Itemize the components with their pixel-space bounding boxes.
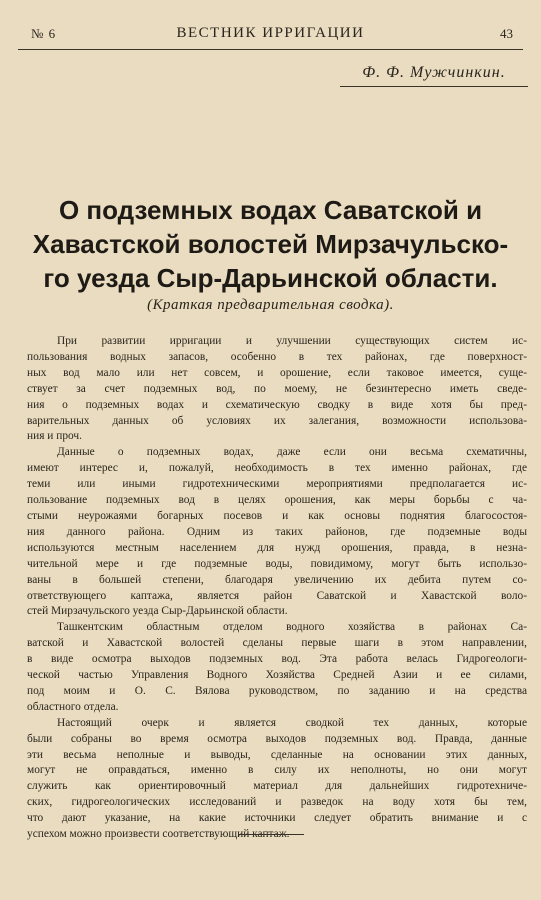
text-line: стыми неурожаями богарных посевов и как основы поднятия благосостоя- bbox=[27, 509, 527, 522]
journal-title: ВЕСТНИК ИРРИГАЦИИ bbox=[176, 25, 365, 41]
title-line: Хавастской волостей Мирзачульско- bbox=[32, 229, 509, 259]
text-line: используются местным населением для нужд орошения, правда, в незна- bbox=[27, 541, 527, 554]
text-line: областного отдела. bbox=[27, 700, 119, 713]
text-line: стей Мирзачульского уезда Сыр-Дарьинской области. bbox=[27, 605, 288, 618]
paragraph bbox=[27, 716, 527, 843]
title-line: го уезда Сыр-Дарьинской области. bbox=[43, 263, 498, 293]
paragraph bbox=[27, 620, 527, 715]
text-line: могут не оправдаться, именно в силу их неполноты, но они могут bbox=[27, 764, 527, 777]
text-line: ния о подземных водах и схематическую сводку в виде хотя бы пред- bbox=[27, 398, 527, 411]
paragraph bbox=[27, 334, 527, 445]
page-number: 43 bbox=[500, 26, 513, 41]
author-name: Ф. Ф. Мужчинкин. bbox=[340, 64, 528, 87]
text-line: под моим и О. С. Вялова руководством, по заданию и на средства bbox=[27, 684, 527, 697]
text-line: Данные о подземных водах, даже если они весьма схематичны, bbox=[57, 446, 527, 459]
text-line: были собраны во время осмотра выходов подземных вод. Правда, данные bbox=[27, 732, 527, 745]
article-title bbox=[12, 193, 529, 295]
text-line: ваны в большей степени, благодаря увеличению их дебита путем со- bbox=[27, 573, 527, 586]
issue-number: № 6 bbox=[31, 26, 57, 41]
text-line: ных вод мало или нет совсем, и орошение, если таковое имеется, суще- bbox=[27, 366, 527, 379]
article-body bbox=[27, 334, 527, 843]
text-line: что дают указание, на какие источники следует обратить внимание и с bbox=[27, 812, 527, 825]
text-line: служить как ориентировочный материал для дальнейших гидротехниче- bbox=[27, 780, 527, 793]
text-line: в виде осмотра выходов подземных вод. Эта работа велась Гидрогеологи- bbox=[27, 653, 527, 666]
text-line: ских, гидрогеологических исследований и разведок на воду хотя бы тем, bbox=[27, 796, 527, 809]
text-line: Настоящий очерк и является сводкой тех данных, которые bbox=[57, 716, 527, 729]
text-line: теми или иными гидротехническими мероприятиями предполагается ис- bbox=[27, 478, 527, 491]
text-line: эти весьма неполные и выводы, сделанные на основании этих данных, bbox=[27, 748, 527, 761]
text-line: ния данного района. Одним из таких районов, где подземные воды bbox=[27, 525, 527, 538]
running-header bbox=[18, 23, 523, 50]
end-rule bbox=[238, 834, 304, 835]
text-line: ствует за счет подземных вод, по моему, не безинтересно иметь сведе- bbox=[27, 382, 527, 395]
text-line: ния и проч. bbox=[27, 430, 82, 443]
text-line: ватской и Хавастской волостей сделаны первые шаги в этом направлении, bbox=[27, 637, 527, 650]
article-subtitle: (Краткая предварительная сводка). bbox=[147, 297, 394, 313]
text-line: пользование подземных вод в целях орошения, как меры борьбы с ча- bbox=[27, 494, 527, 507]
text-line: Ташкентским областным отделом водного хозяйства в районах Са- bbox=[57, 621, 527, 634]
text-line: При развитии ирригации и улучшении существующих систем ис- bbox=[57, 335, 527, 347]
text-line: чительной мере и где подземные воды, повидимому, могут быть использо- bbox=[27, 557, 527, 570]
text-line: успехом можно произвести соответствующий каптаж. bbox=[27, 828, 290, 841]
text-line: ческой частью Управления Водного Хозяйства Средней Азии и ее силами, bbox=[27, 669, 527, 682]
text-line: варительных данных об условиях их залегания, возможности использова- bbox=[27, 414, 527, 427]
text-line: ответствующего каптажа, является район Саватской и Хавастской воло- bbox=[27, 589, 527, 602]
paragraph bbox=[27, 445, 527, 620]
text-line: пользования водных запасов, особенно в тех районах, где поверхност- bbox=[27, 350, 527, 363]
title-line: О подземных водах Саватской и bbox=[58, 195, 483, 225]
text-line: имеют интерес и, пожалуй, необходимость в тех именно районах, где bbox=[27, 462, 527, 475]
